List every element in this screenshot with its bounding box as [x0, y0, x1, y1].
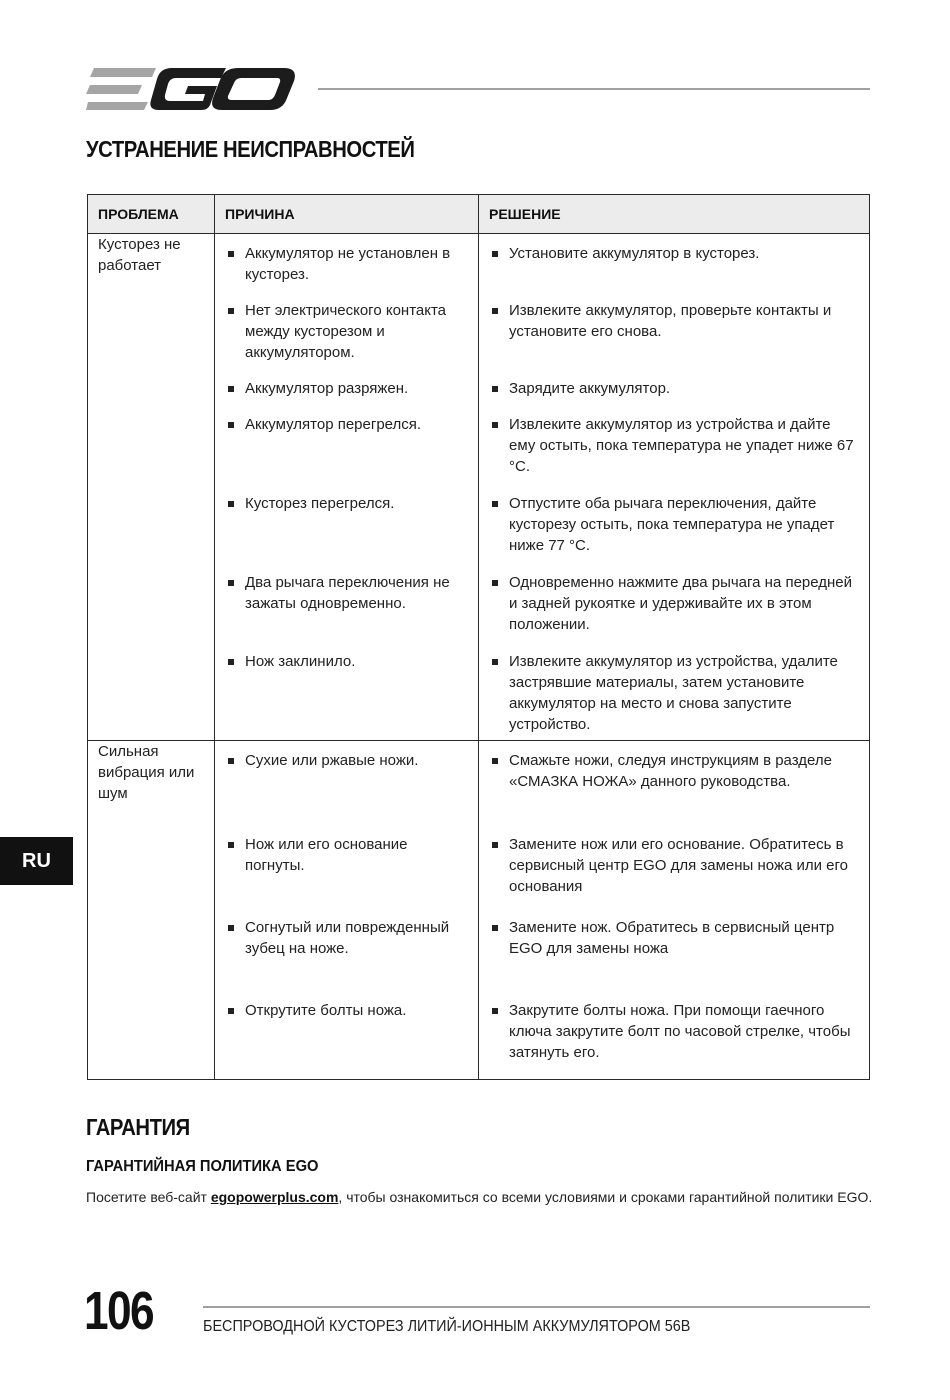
list-item: Два рычага переключения не зажаты одновременно.: [226, 572, 467, 651]
language-tab: RU: [0, 837, 73, 885]
cause-cell: [215, 234, 479, 741]
table-header-row: [88, 195, 870, 234]
header-rule: [318, 88, 870, 90]
page-number: 106: [84, 1281, 153, 1341]
footer-rule: [203, 1306, 870, 1308]
problem-text: Сильная вибрация или шум: [98, 743, 195, 802]
warranty-title: ГАРАНТИЯ: [86, 1114, 190, 1140]
list-item: Извлеките аккумулятор из устройства и дайте ему остыть, пока температура не упадет ниже 67 °C.: [490, 414, 858, 493]
solution-cell: [479, 234, 870, 741]
warranty-subtitle: ГАРАНТИЙНАЯ ПОЛИТИКА EGO: [86, 1158, 319, 1175]
list-item: Аккумулятор не установлен в кусторез.: [226, 243, 467, 300]
ego-logo: [86, 64, 298, 114]
list-item: Кусторез перегрелся.: [226, 493, 467, 572]
list-item: Нож или его основание погнуты.: [226, 834, 467, 917]
solution-cell: [479, 741, 870, 1080]
footer-product-name: БЕСПРОВОДНОЙ КУСТОРЕЗ ЛИТИЙ-ИОННЫМ АККУМУЛЯТОРОМ 56В: [203, 1318, 691, 1335]
list-item: Отпустите оба рычага переключения, дайте кусторезу остыть, пока температура не упадет ниже 77 °C.: [490, 493, 858, 572]
warranty-text-after: , чтобы ознакомиться со всеми условиями и сроками гарантийной политики EGO.: [338, 1189, 873, 1205]
list-item: Замените нож или его основание. Обратитесь в сервисный центр EGO для замены ножа или его основания: [490, 834, 858, 917]
cause-list: [216, 742, 477, 1078]
header-solution: РЕШЕНИЕ: [479, 195, 870, 234]
solution-list: [480, 235, 868, 739]
table-row-group-1: [88, 234, 870, 741]
problem-cell: [88, 741, 215, 1080]
table-row-group-2: [88, 741, 870, 1080]
list-item: Замените нож. Обратитесь в сервисный центр EGO для замены ножа: [490, 917, 858, 1000]
troubleshooting-table: [87, 194, 870, 1080]
problem-cell: [88, 234, 215, 741]
header-cause: ПРИЧИНА: [215, 195, 479, 234]
troubleshooting-title: УСТРАНЕНИЕ НЕИСПРАВНОСТЕЙ: [86, 136, 415, 162]
list-item: Согнутый или поврежденный зубец на ноже.: [226, 917, 467, 1000]
warranty-link[interactable]: egopowerplus.com: [210, 1189, 339, 1205]
list-item: Аккумулятор разряжен.: [226, 378, 467, 414]
list-item: Сухие или ржавые ножи.: [226, 750, 467, 834]
warranty-text: [86, 1187, 876, 1208]
list-item: Извлеките аккумулятор, проверьте контакты и установите его снова.: [490, 300, 858, 378]
list-item: Нет электрического контакта между кусторезом и аккумулятором.: [226, 300, 467, 378]
list-item: Нож заклинило.: [226, 651, 467, 735]
list-item: Открутите болты ножа.: [226, 1000, 467, 1074]
list-item: Зарядите аккумулятор.: [490, 378, 858, 414]
header-problem: ПРОБЛЕМА: [88, 195, 215, 234]
list-item: Извлеките аккумулятор из устройства, удалите застрявшие материалы, затем установите аккумулятор на место и снова запустите устройство.: [490, 651, 858, 735]
list-item: Закрутите болты ножа. При помощи гаечного ключа закрутите болт по часовой стрелке, чтобы затянуть его.: [490, 1000, 858, 1074]
cause-cell: [215, 741, 479, 1080]
list-item: Одновременно нажмите два рычага на передней и задней рукоятке и удерживайте их в этом положении.: [490, 572, 858, 651]
problem-text: Кусторез не работает: [98, 236, 181, 274]
solution-list: [480, 742, 868, 1078]
list-item: Смажьте ножи, следуя инструкциям в разделе «СМАЗКА НОЖА» данного руководства.: [490, 750, 858, 834]
list-item: Аккумулятор перегрелся.: [226, 414, 467, 493]
cause-list: [216, 235, 477, 739]
warranty-text-before: Посетите веб-сайт: [86, 1189, 211, 1205]
list-item: Установите аккумулятор в кусторез.: [490, 243, 858, 300]
